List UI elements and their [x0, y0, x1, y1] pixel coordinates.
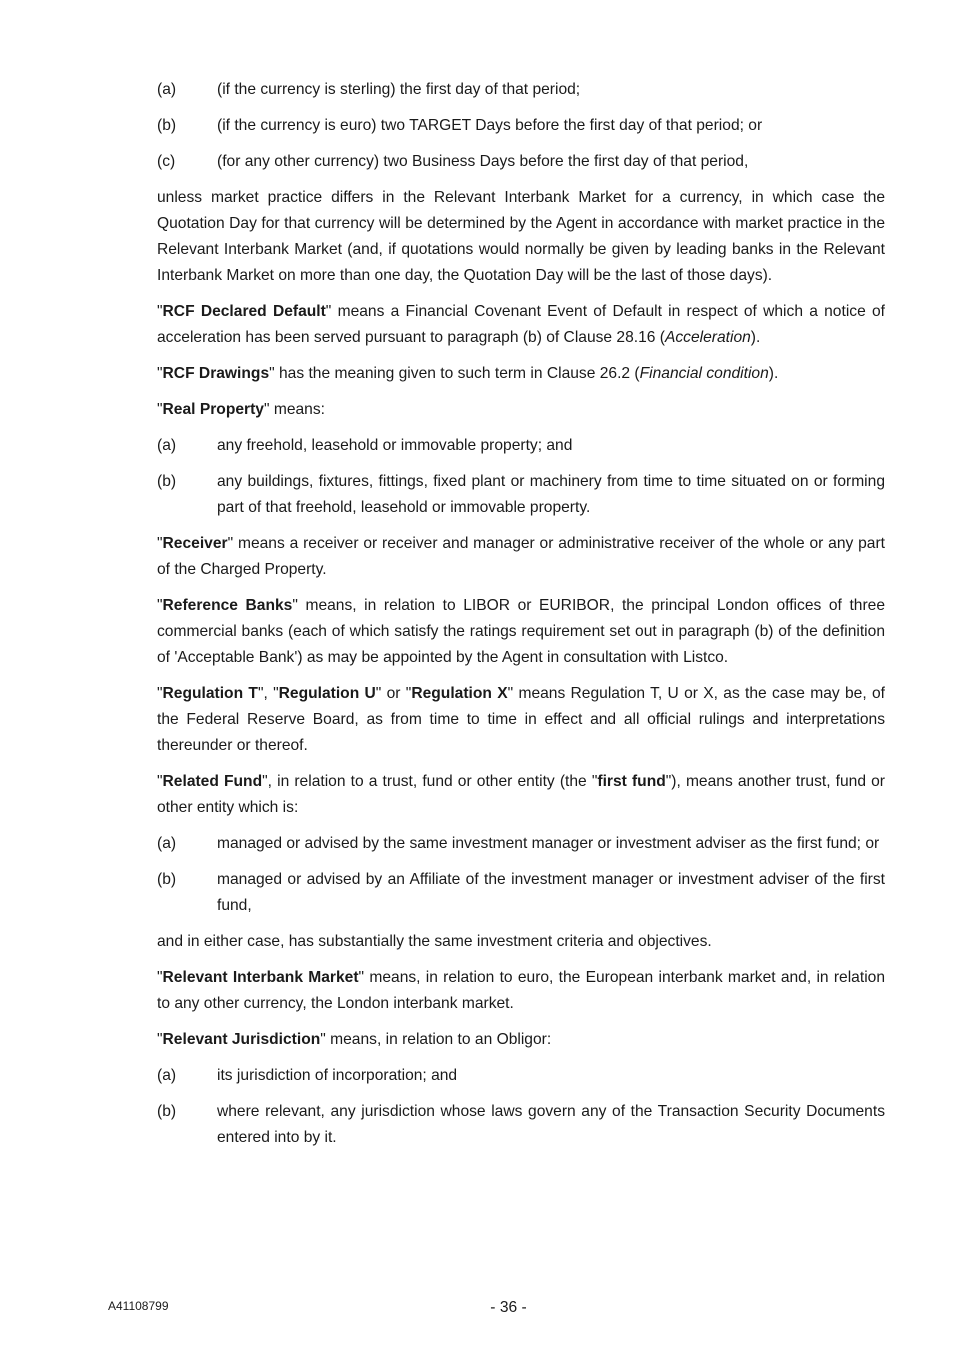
definition-text: means, in relation to euro, the European interbank market and, in relation to any other currency, the London interbank market.: [157, 969, 886, 1012]
list-item: [157, 469, 885, 521]
defined-term: Receiver: [162, 535, 228, 552]
defined-term: Regulation X: [411, 685, 508, 702]
item-label: (b): [157, 1103, 177, 1120]
defined-term: RCF Drawings: [162, 365, 270, 382]
item-text: (for any other currency) two Business Days before the first day of that period,: [217, 153, 749, 170]
defined-term: RCF Declared Default: [162, 303, 326, 320]
page-number-wrap: [0, 1298, 965, 1318]
list-item: [157, 77, 885, 103]
list-item: [157, 1063, 885, 1089]
list-item: [157, 1099, 885, 1151]
item-label: (b): [157, 871, 177, 888]
list-item: [157, 831, 885, 857]
document-reference: A41108799: [108, 1299, 169, 1313]
item-label: (b): [157, 117, 177, 134]
item-label: (a): [157, 1067, 177, 1084]
item-text: (if the currency is sterling) the first day of that period;: [217, 81, 581, 98]
definition-reference-banks: "Reference Banks" means, in relation to LIBOR or EURIBOR, the principal London offices of three commercial banks (each of which satisfy the ratings requirement set out in paragraph (b) of the definition of 'Acceptable Bank') as may be appointed by the Agent in consultation with Listco.: [157, 597, 885, 666]
item-text: where relevant, any jurisdiction whose laws govern any of the Transaction Security Documents entered into by it.: [217, 1103, 885, 1146]
definition-rcf-declared-default: "RCF Declared Default" means a Financial Covenant Event of Default in respect of which a notice of acceleration has been served pursuant to paragraph (b) of Clause 28.16 (Acceleration).: [157, 303, 885, 346]
item-text: any freehold, leasehold or immovable property; and: [217, 437, 573, 454]
defined-term: Reference Banks: [162, 597, 293, 614]
page-body: [157, 77, 885, 1161]
definition-end: ).: [768, 365, 779, 382]
definition-real-property: "Real Property" means:: [157, 401, 325, 418]
definition-regulation: "Regulation T", "Regulation U" or "Regulation X" means Regulation T, U or X, as the case may be, of the Federal Reserve Board, as from time to time in effect and all official rulings and interpretations thereunder or thereof.: [157, 685, 885, 754]
unless-paragraph: unless market practice differs in the Relevant Interbank Market for a currency, in which case the Quotation Day for that currency will be determined by the Agent in accordance with market practice in the Relevant Interbank Market (and, if quotations would normally be given by leading banks in the Relevant Interbank Market on more than one day, the Quotation Day will be the last of those days).: [157, 189, 885, 284]
list-item: [157, 433, 885, 459]
definition-relevant-interbank-market: "Relevant Interbank Market" means, in relation to euro, the European interbank market and, in relation to any other currency, the London interbank market.: [157, 969, 886, 1012]
definition-text: , in relation to a trust, fund or other entity (the: [267, 773, 592, 790]
list-item: [157, 149, 885, 175]
definition-text: means:: [269, 401, 325, 418]
item-text: managed or advised by the same investment manager or investment adviser as the first fund; or: [217, 835, 880, 852]
definition-related-fund: "Related Fund", in relation to a trust, fund or other entity (the "first fund"), means another trust, fund or other entity which is:: [157, 773, 885, 816]
clause-reference: Acceleration: [664, 329, 751, 346]
item-label: (a): [157, 81, 177, 98]
page-number: - 36 -: [490, 1299, 527, 1316]
separator: ,: [263, 685, 274, 702]
defined-term: Relevant Jurisdiction: [162, 1031, 321, 1048]
definition-text: means a Financial Covenant Event of Default in respect of which a notice of acceleration has been served pursuant to paragraph (b) of Clause 28.16 (: [157, 303, 885, 346]
item-label: (c): [157, 153, 176, 170]
list-item: [157, 113, 885, 139]
item-text: its jurisdiction of incorporation; and: [217, 1067, 458, 1084]
item-text: any buildings, fixtures, fittings, fixed plant or machinery from time to time situated on or forming part of that freehold, leasehold or immovable property.: [217, 473, 885, 516]
item-text: managed or advised by an Affiliate of the investment manager or investment adviser of the first fund,: [217, 871, 885, 914]
defined-term: Regulation T: [162, 685, 258, 702]
definition-text: has the meaning given to such term in Clause 26.2 (: [274, 365, 640, 382]
item-text: (if the currency is euro) two TARGET Days before the first day of that period; or: [217, 117, 763, 134]
defined-term: Relevant Interbank Market: [162, 969, 359, 986]
list-item: [157, 867, 885, 919]
definition-receiver: "Receiver" means a receiver or receiver and manager or administrative receiver of the whole or any part of the Charged Property.: [157, 535, 885, 578]
defined-term: Related Fund: [162, 773, 263, 790]
item-label: (a): [157, 437, 177, 454]
item-label: (b): [157, 473, 177, 490]
defined-term: Regulation U: [278, 685, 376, 702]
definition-text: ), means another trust, fund or other entity which is:: [157, 773, 885, 816]
definition-text: means, in relation to LIBOR or EURIBOR, the principal London offices of three commercial banks (each of which satisfy the ratings requirement set out in paragraph (b) of the definition of 'Acceptable Bank') as may be appointed by the Agent in consultation with Listco.: [157, 597, 885, 666]
separator: or: [381, 685, 406, 702]
definition-text: means, in relation to an Obligor:: [325, 1031, 552, 1048]
definition-text: means a receiver or receiver and manager or administrative receiver of the whole or any part of the Charged Property.: [157, 535, 885, 578]
definition-text: means Regulation T, U or X, as the case may be, of the Federal Reserve Board, as from time to time in effect and all official rulings and interpretations thereunder or thereof.: [157, 685, 885, 754]
clause-reference: Financial condition: [639, 365, 769, 382]
definition-rcf-drawings: "RCF Drawings" has the meaning given to such term in Clause 26.2 (Financial condition).: [157, 365, 779, 382]
defined-term: first fund: [597, 773, 666, 790]
definition-relevant-jurisdiction: "Relevant Jurisdiction" means, in relation to an Obligor:: [157, 1031, 552, 1048]
defined-term: Real Property: [162, 401, 264, 418]
related-fund-closing: and in either case, has substantially the same investment criteria and objectives.: [157, 933, 712, 950]
definition-end: ).: [750, 329, 761, 346]
item-label: (a): [157, 835, 177, 852]
